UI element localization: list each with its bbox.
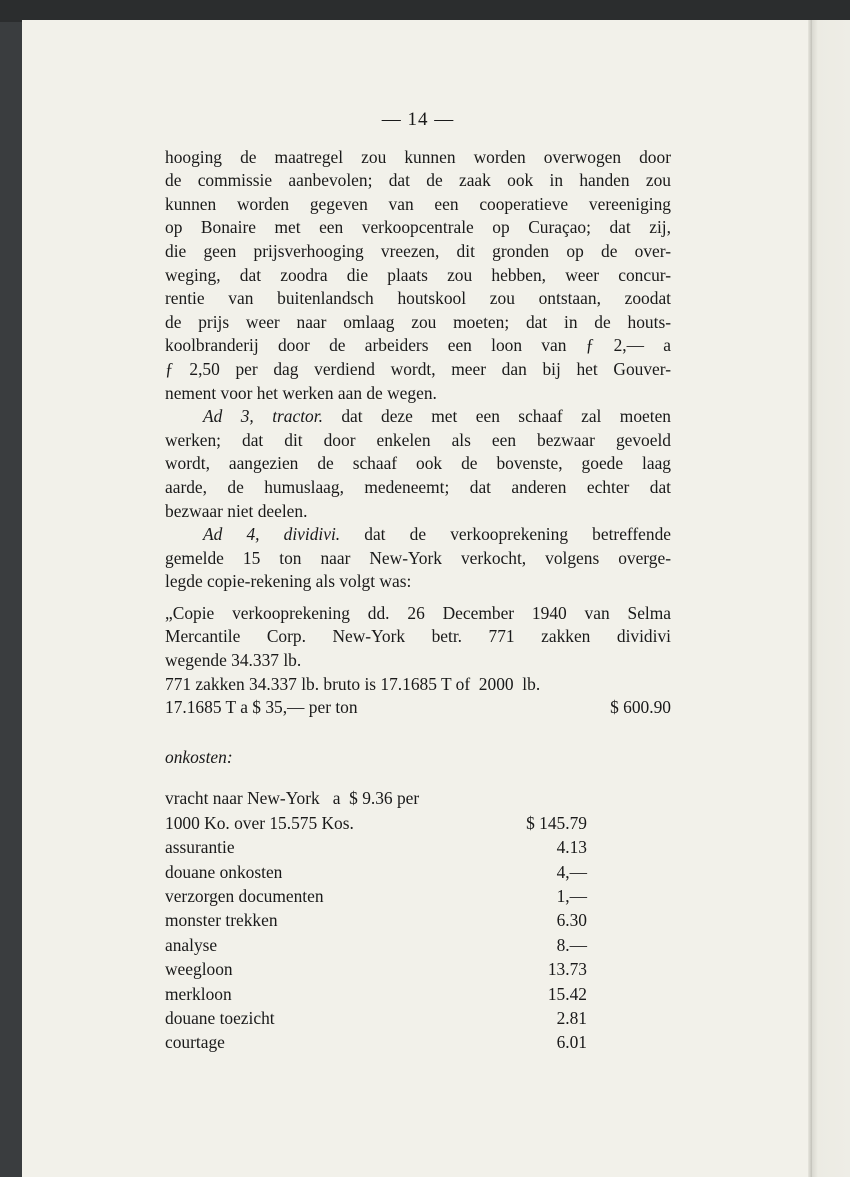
cost-item-amount: 1,— <box>556 886 587 906</box>
costs-table <box>165 787 671 1055</box>
paragraph-1-line: de commissie aanbevolen; dat de zaak ook in handen zou <box>165 170 671 191</box>
price-label: 17.1685 T a $ 35,— per ton <box>165 697 358 718</box>
paragraph-3-line: gemelde 15 ton naar New-York verkocht, volgens overge- <box>165 547 671 568</box>
cost-item-label: douane toezicht <box>165 1007 275 1028</box>
page-number: — 14 — <box>381 109 455 130</box>
paragraph-1-line: ƒ 2,50 per dag verdiend wordt, meer dan bij het Gouver- <box>165 358 671 379</box>
freight-row-2 <box>165 812 671 836</box>
paragraph-3-lead: Ad 4, dividivi. <box>203 524 341 545</box>
page-content <box>165 108 671 1056</box>
cost-item-amount: 2.81 <box>556 1007 587 1028</box>
paragraph-2 <box>165 405 671 523</box>
costs-heading: onkosten: <box>165 746 233 767</box>
cost-item-row <box>165 983 671 1007</box>
paragraph-3-first-line-text: dat de verkooprekening betreffende <box>340 524 672 545</box>
cost-item-label: analyse <box>165 934 218 955</box>
cost-item-amount: 4.13 <box>556 837 587 858</box>
price-row <box>165 696 671 720</box>
cost-item-label: merkloon <box>165 983 232 1004</box>
cost-item-amount: 4,— <box>556 861 587 882</box>
cost-item-label: assurantie <box>165 837 235 858</box>
cost-item-label: douane onkosten <box>165 861 283 882</box>
cost-item-amount: 13.73 <box>547 959 587 980</box>
invoice-copy-line: Mercantile Corp. New-York betr. 771 zakken dividivi <box>165 626 671 647</box>
paragraph-1-line: de prijs weer naar omlaag zou moeten; dat in de houts- <box>165 311 671 332</box>
paragraph-1-line: nement voor het werken aan de wegen. <box>165 382 437 403</box>
paragraph-3-line: legde copie-rekening als volgt was: <box>165 571 412 592</box>
cost-item-amount: 8.— <box>556 934 587 955</box>
cost-item-row <box>165 861 671 885</box>
paragraph-1-line: weging, dat zoodra die plaats zou hebben, weer concur- <box>165 264 671 285</box>
paragraph-1-line: op Bonaire met een verkoopcentrale op Curaçao; dat zij, <box>165 217 671 238</box>
cost-item-row <box>165 958 671 982</box>
paragraph-1-line: die geen prijsverhooging vreezen, dit gronden op de over- <box>165 240 671 261</box>
cost-item-label: verzorgen documenten <box>165 886 324 906</box>
paragraph-3 <box>165 523 671 594</box>
freight-amount: $ 145.79 <box>526 812 587 833</box>
cost-item-label: courtage <box>165 1032 225 1053</box>
cost-item-amount: 6.30 <box>556 910 587 931</box>
paragraph-1-line: koolbranderij door de arbeiders een loon van ƒ 2,— a <box>165 335 671 356</box>
next-page-sliver <box>812 20 850 1177</box>
paragraph-3-first-line <box>165 523 671 547</box>
freight-label-1: vracht naar New-York a $ 9.36 per <box>165 788 420 809</box>
cost-item-row <box>165 836 671 860</box>
paragraph-2-lead: Ad 3, tractor. <box>203 406 323 427</box>
scan-top-edge <box>0 0 850 22</box>
paragraph-2-line: werken; dat dit door enkelen als een bezwaar gevoeld <box>165 429 671 450</box>
paragraph-1-line: hooging de maatregel zou kunnen worden overwogen door <box>165 146 671 167</box>
cost-item-row <box>165 934 671 958</box>
cost-item-label: monster trekken <box>165 910 278 931</box>
cost-item-row <box>165 1007 671 1031</box>
cost-item-label: weegloon <box>165 959 233 980</box>
bruto-line: 771 zakken 34.337 lb. bruto is 17.1685 T of 2000 lb. <box>165 673 541 694</box>
paragraph-1 <box>165 146 671 406</box>
cost-item-amount: 15.42 <box>547 983 587 1004</box>
invoice-copy-line: „Copie verkooprekening dd. 26 December 1940 van Selma <box>165 602 671 623</box>
freight-row-1 <box>165 787 671 811</box>
sales-invoice-copy <box>165 602 671 720</box>
cost-item-row <box>165 909 671 933</box>
invoice-copy-line: wegende 34.337 lb. <box>165 650 302 671</box>
price-amount: $ 600.90 <box>610 697 671 718</box>
cost-item-row <box>165 1031 671 1055</box>
paragraph-2-first-line <box>165 405 671 429</box>
freight-label-2: 1000 Ko. over 15.575 Kos. <box>165 812 354 833</box>
cost-item-amount: 6.01 <box>556 1032 587 1053</box>
cost-item-row <box>165 885 671 909</box>
paragraph-2-line: wordt, aangezien de schaaf ook de bovenste, goede laag <box>165 453 671 474</box>
paragraph-2-line: bezwaar niet deelen. <box>165 500 308 521</box>
paragraph-1-line: kunnen worden gegeven van een cooperatieve vereeniging <box>165 193 671 214</box>
paragraph-1-line: rentie van buitenlandsch houtskool zou ontstaan, zoodat <box>165 288 671 309</box>
paragraph-2-first-line-text: dat deze met een schaaf zal moeten <box>322 406 671 427</box>
paragraph-2-line: aarde, de humuslaag, medeneemt; dat anderen echter dat <box>165 476 671 497</box>
